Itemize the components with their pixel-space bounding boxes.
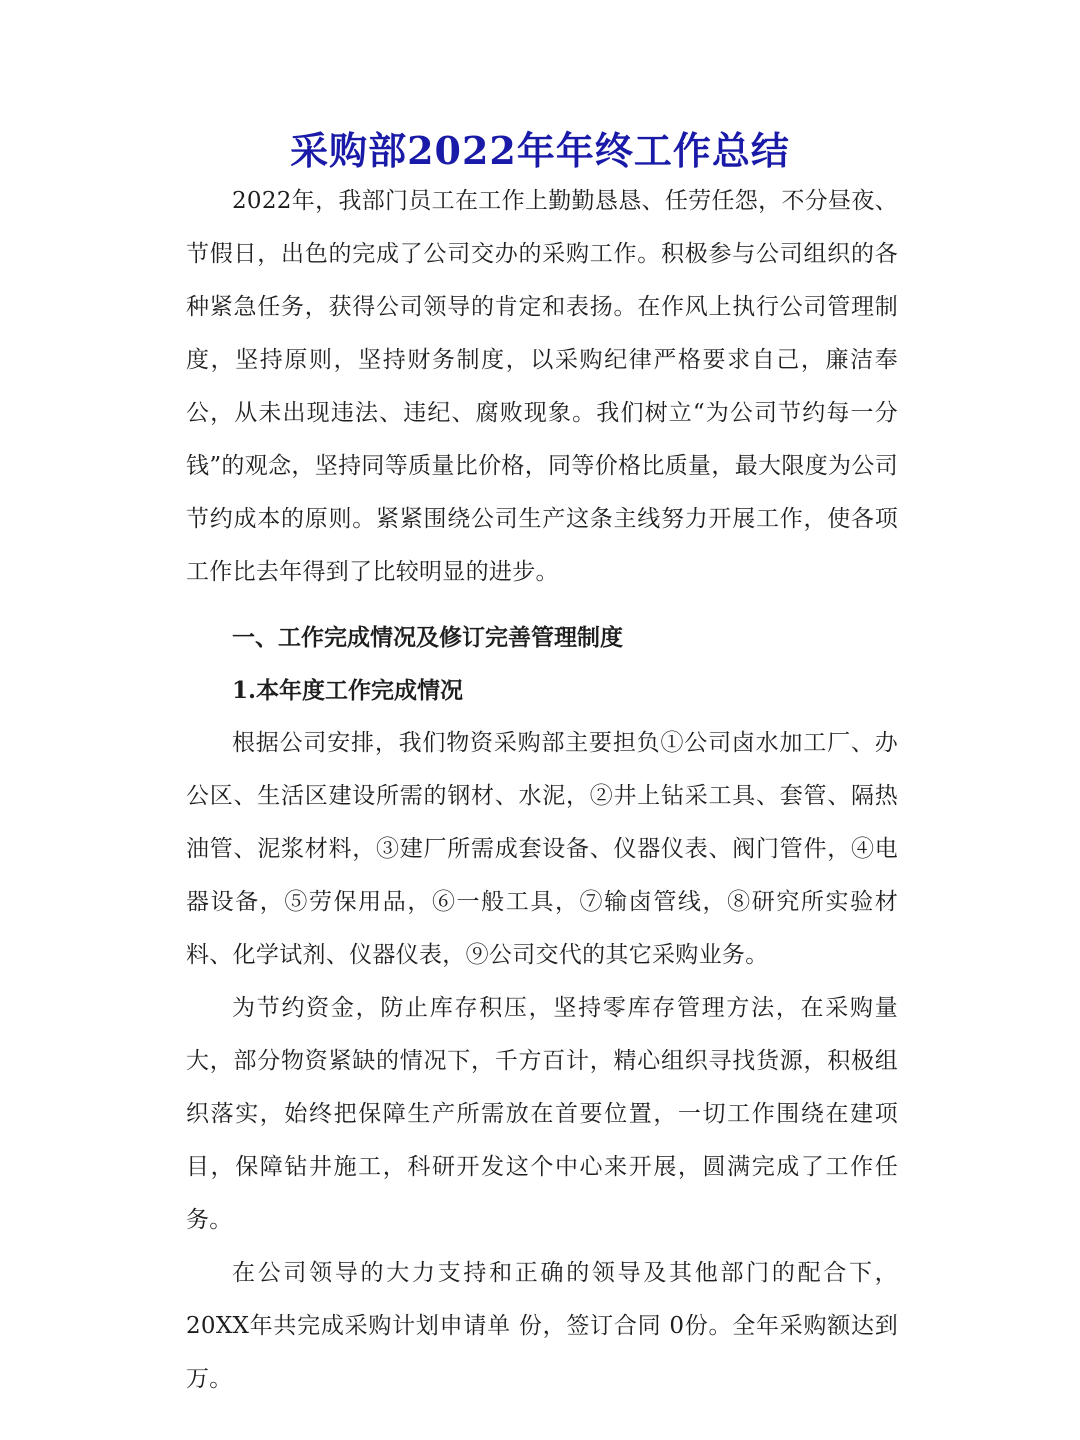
paragraph-statistics: 在公司领导的大力支持和正确的领导及其他部门的配合下，20XX年共完成采购计划申请单 份，签订合同 0份。全年采购额达到 万。 <box>186 1260 898 1392</box>
section-heading-1: 一、工作完成情况及修订完善管理制度 <box>232 624 623 651</box>
document-title: 采购部2022年年终工作总结 <box>290 128 790 173</box>
paragraph-cost-saving: 为节约资金，防止库存积压，坚持零库存管理方法，在采购量大，部分物资紧缺的情况下，千方百计，精心组织寻找货源，积极组织落实，始终把保障生产所需放在首要位置，一切工作围绕在建项目，保障钻井施工，科研开发这个中心来开展，圆满完成了工作任务。 <box>186 995 898 1233</box>
paragraph-responsibilities: 根据公司安排，我们物资采购部主要担负①公司卤水加工厂、办公区、生活区建设所需的钢材、水泥，②井上钻采工具、套管、隔热油管、泥浆材料，③建厂所需成套设备、仪器仪表、阀门管件，④电器设备，⑤劳保用品，⑥一般工具，⑦输卤管线，⑧研究所实验材料、化学试剂、仪器仪表，⑨公司交代的其它采购业务。 <box>186 730 898 968</box>
subsection-heading-1-1: 1.本年度工作完成情况 <box>232 677 464 704</box>
paragraph-intro: 2022年，我部门员工在工作上勤勤恳恳、任劳任怨，不分昼夜、节假日，出色的完成了公司交办的采购工作。积极参与公司组织的各种紧急任务，获得公司领导的肯定和表扬。在作风上执行公司管理制度，坚持原则，坚持财务制度，以采购纪律严格要求自己，廉洁奉公，从未出现违法、违纪、腐败现象。我们树立“为公司节约每一分钱”的观念，坚持同等质量比价格，同等价格比质量，最大限度为公司节约成本的原则。紧紧围绕公司生产这条主线努力开展工作，使各项工作比去年得到了比较明显的进步。 <box>186 188 898 585</box>
document-body <box>186 175 898 1406</box>
